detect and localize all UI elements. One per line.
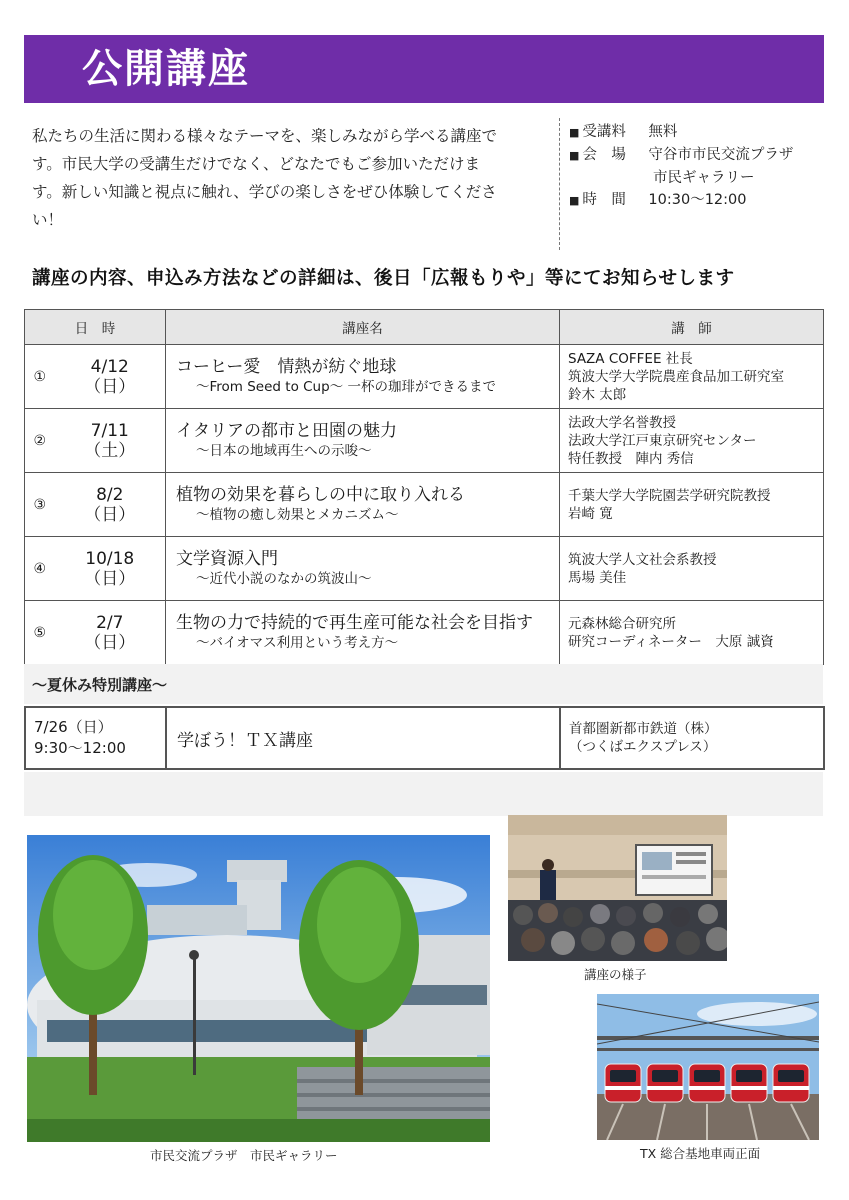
lecture-title: 文学資源入門: [176, 549, 278, 569]
notice-heading: 講座の内容、申込み方法などの詳細は、後日「広報もりや」等にてお知らせします: [32, 268, 735, 289]
table-row: [25, 473, 824, 537]
lecture-subtitle: ～日本の地域再生への示唆～: [196, 443, 372, 459]
lecture-title-cell: [166, 345, 560, 409]
lecture-illustration: [508, 815, 727, 961]
intro-line: 私たちの生活に関わる様々なテーマを、楽しみながら学べる講座で: [32, 127, 498, 145]
lecturer-line: 法政大学江戸東京研究センター: [568, 432, 757, 449]
table-row: [25, 707, 824, 769]
summer-time-line: 9:30～12:00: [34, 739, 126, 757]
lecturer-line: SAZA COFFEE 社長: [568, 350, 693, 367]
square-bullet-icon: ■: [569, 149, 580, 162]
lecturer-line: 岩崎 寛: [568, 505, 613, 522]
day-text: （日）: [84, 568, 136, 589]
summer-table: [24, 706, 825, 770]
time-row: [569, 189, 793, 212]
venue-row-2: [569, 167, 793, 189]
header-date: 日 時: [25, 310, 166, 345]
venue-value-2: 市民ギャラリー: [653, 170, 755, 186]
lecturer-line: 筑波大学大学院農産食品加工研究室: [568, 368, 784, 385]
summer-title: 学ぼう！ＴＸ講座: [166, 707, 560, 769]
lecture-date: [55, 537, 166, 601]
square-bullet-icon: ■: [569, 126, 580, 139]
day-text: （日）: [84, 504, 136, 525]
intro-line: す。市民大学の受講生だけでなく、どなたでもご参加いただけま: [32, 155, 480, 173]
lecture-date: [55, 345, 166, 409]
date-text: 7/11: [90, 420, 129, 441]
lecture-title: イタリアの都市と田園の魅力: [176, 421, 397, 441]
lecture-date: [55, 601, 166, 665]
venue-value: 守谷市市民交流プラザ: [648, 147, 794, 163]
lecture-number: ①: [25, 345, 55, 409]
lecture-number: ⑤: [25, 601, 55, 665]
lecturer-line: 研究コーディネーター 大原 誠資: [568, 633, 774, 650]
day-text: （日）: [84, 376, 136, 397]
lecture-title-cell: [166, 601, 560, 665]
lecturer-line: （つくばエクスプレス）: [569, 739, 717, 755]
summer-date-line: 7/26（日）: [34, 718, 113, 736]
fee-row: [569, 121, 793, 144]
building-caption: 市民交流プラザ 市民ギャラリー: [150, 1148, 338, 1163]
intro-divider: [559, 118, 560, 250]
info-block: [569, 121, 793, 212]
table-row: [25, 345, 824, 409]
lecture-title-cell: [166, 537, 560, 601]
lecturer-line: 千葉大学大学院園芸学研究院教授: [568, 487, 771, 504]
train-photo: [597, 994, 819, 1140]
lecture-date: [55, 409, 166, 473]
table-row: [25, 601, 824, 665]
lecture-photo: [508, 815, 727, 961]
lecture-title: 植物の効果を暮らしの中に取り入れる: [176, 485, 465, 505]
summer-lecturer: [560, 707, 824, 769]
venue-row: [569, 144, 793, 167]
building-illustration: [27, 835, 490, 1142]
lecturer-line: 鈴木 太郎: [568, 386, 627, 403]
lecture-caption: 講座の様子: [584, 967, 647, 982]
lecture-subtitle: ～From Seed to Cup～ 一杯の珈琲ができるまで: [196, 379, 496, 395]
lecture-title: コーヒー愛 情熱が紡ぐ地球: [176, 357, 397, 377]
day-text: （日）: [84, 632, 136, 653]
lecturer-cell: [560, 473, 824, 537]
lecturer-line: 首都圏新都市鉄道（株）: [569, 721, 718, 737]
lecture-number: ④: [25, 537, 55, 601]
page-title: 公開講座: [82, 46, 250, 92]
date-text: 2/7: [96, 612, 124, 633]
square-bullet-icon: ■: [569, 194, 580, 207]
intro-line: い！: [32, 211, 64, 229]
summer-date: [25, 707, 166, 769]
lecture-title-cell: [166, 473, 560, 537]
date-text: 10/18: [85, 548, 135, 569]
date-text: 8/2: [96, 484, 124, 505]
header-lecturer: 講 師: [560, 310, 824, 345]
lecture-table: [24, 309, 824, 665]
lecture-subtitle: ～近代小説のなかの筑波山～: [196, 571, 372, 587]
lecturer-line: 元森林総合研究所: [568, 615, 676, 632]
intro-text: [32, 122, 552, 234]
table-header-row: [25, 310, 824, 345]
lecture-subtitle: ～植物の癒し効果とメカニズム～: [196, 507, 399, 523]
lecturer-cell: [560, 345, 824, 409]
lecturer-line: 筑波大学人文社会系教授: [568, 551, 717, 568]
day-text: （土）: [84, 440, 136, 461]
venue-label: 会 場: [582, 147, 626, 163]
table-row: [25, 409, 824, 473]
lecture-date: [55, 473, 166, 537]
lecture-title-cell: [166, 409, 560, 473]
lecturer-cell: [560, 601, 824, 665]
train-caption: TX 総合基地車両正面: [640, 1146, 761, 1161]
spacer-band: [24, 772, 823, 816]
intro-line: す。新しい知識と視点に触れ、学びの楽しさをぜひ体験してくださ: [32, 183, 497, 201]
lecture-subtitle: ～バイオマス利用という考え方～: [196, 635, 399, 651]
fee-label: 受講料: [582, 124, 626, 140]
lecture-number: ③: [25, 473, 55, 537]
lecture-number: ②: [25, 409, 55, 473]
table-row: [25, 537, 824, 601]
time-value: 10:30～12:00: [648, 192, 747, 208]
lecturer-line: 馬場 美佳: [568, 569, 627, 586]
summer-heading: ～夏休み特別講座～: [32, 676, 168, 694]
lecturer-cell: [560, 537, 824, 601]
header-title: 講座名: [166, 310, 560, 345]
date-text: 4/12: [90, 356, 129, 377]
fee-value: 無料: [648, 124, 678, 140]
lecturer-line: 法政大学名誉教授: [568, 414, 676, 431]
lecturer-line: 特任教授 陣内 秀信: [568, 450, 694, 467]
time-label: 時 間: [582, 192, 626, 208]
building-photo: [27, 835, 490, 1142]
lecture-title: 生物の力で持続的で再生産可能な社会を目指す: [176, 613, 533, 633]
train-illustration: [597, 994, 819, 1140]
lecturer-cell: [560, 409, 824, 473]
